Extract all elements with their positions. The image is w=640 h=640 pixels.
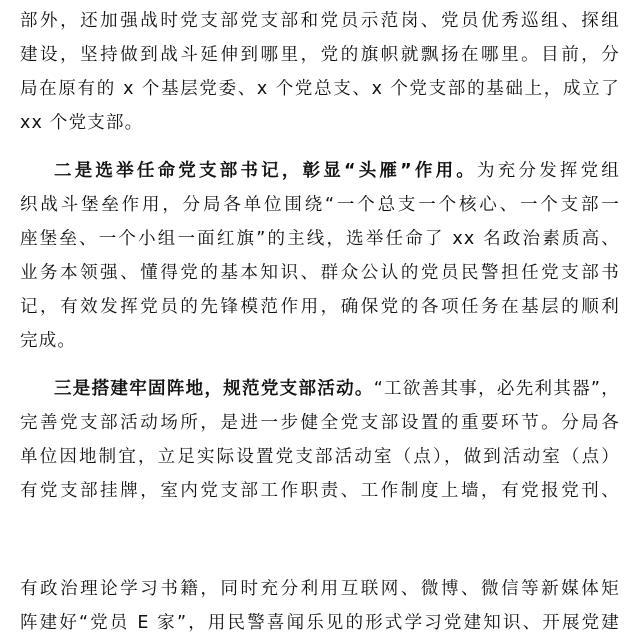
text-line: 阵建好“党员 E 家”，用民警喜闻乐见的形式学习党建知识、开展党建 (20, 613, 620, 633)
text-line: 有政治理论学习书籍，同时充分利用互联网、微博、微信等新媒体矩 (20, 579, 620, 599)
text-line: 完成。 (20, 331, 77, 351)
text-line: 座堡垒、一个小组一面红旗”的主线，选举任命了 xx 名政治素质高、 (20, 229, 620, 249)
text-line: 完善党支部活动场所，是进一步健全党支部设置的重要环节。分局各 (20, 413, 620, 433)
paragraph-heading-line (54, 159, 620, 183)
text-line: 有党支部挂牌，室内党支部工作职责、工作制度上墙，有党报党刊、 (20, 481, 620, 501)
text-line: 织战斗堡垒作用，分局各单位围绕“一个总支一个核心、一个支部一 (20, 195, 620, 215)
text-line: 建设，坚持做到战斗延伸到哪里，党的旗帜就飘扬在哪里。目前，分 (20, 45, 620, 65)
text-span: “工欲善其事，必先利其器”， (373, 379, 620, 399)
paragraph-heading-line (54, 377, 620, 401)
heading-third: 三是搭建牢固阵地，规范党支部活动。 (54, 379, 374, 399)
text-line: 局在原有的 x 个基层党委、x 个党总支、x 个党支部的基础上，成立了 (20, 79, 620, 99)
text-line: 单位因地制宜，立足实际设置党支部活动室（点），做到活动室（点） (20, 447, 620, 467)
text-line: 部外，还加强战时党支部党支部和党员示范岗、党员优秀巡组、探组 (20, 11, 620, 31)
text-line: 业务本领强、懂得党的基本知识、群众公认的党员民警担任党支部书 (20, 263, 620, 283)
text-line: xx 个党支部。 (20, 113, 144, 133)
heading-second: 二是选举任命党支部书记，彰显“头雁”作用。 (54, 161, 478, 181)
text-span: 为充分发挥党组 (477, 161, 621, 181)
text-line: 记，有效发挥党员的先锋模范作用，确保党的各项任务在基层的顺利 (20, 297, 620, 317)
page-break-gap (0, 546, 640, 572)
